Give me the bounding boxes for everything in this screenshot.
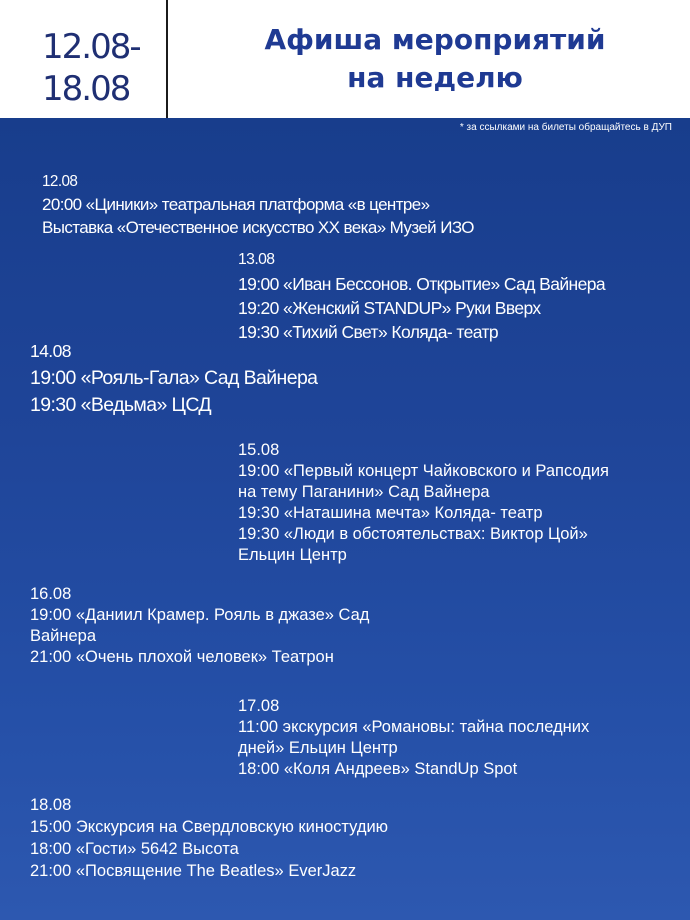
page-title <box>230 21 640 97</box>
event-line: 20:00 «Циники» театральная платформа «в центре» <box>42 195 430 214</box>
event-line: Выставка «Отечественное искусство XX века» Музей ИЗО <box>42 218 474 237</box>
events-poster <box>0 118 690 920</box>
day-date: 17.08 <box>238 697 280 715</box>
day-block-12-08 <box>42 170 474 239</box>
event-line: 19:00 «Даниил Крамер. Рояль в джазе» Сад <box>30 606 370 624</box>
tickets-note: * за ссылками на билеты обращайтесь в ДУП <box>459 122 672 133</box>
header-divider <box>166 0 168 118</box>
day-block-15-08 <box>238 440 609 566</box>
day-block-18-08 <box>30 794 388 882</box>
event-line: 18:00 «Коля Андреев» StandUp Spot <box>238 760 518 778</box>
day-date: 13.08 <box>238 251 275 268</box>
event-line: Вайнера <box>30 627 97 645</box>
day-date: 18.08 <box>30 796 72 814</box>
event-line: 19:30 «Люди в обстоятельствах: Виктор Цой» <box>238 525 588 543</box>
page-title-line-1: Афиша мероприятий <box>264 23 606 56</box>
event-line: 19:00 «Первый концерт Чайковского и Рапсодия <box>238 462 609 480</box>
day-date: 12.08 <box>42 173 78 190</box>
event-line: 19:00 «Рояль-Гала» Сад Вайнера <box>30 367 318 389</box>
event-line: 11:00 экскурсия «Романовы: тайна последних <box>238 718 590 736</box>
day-block-16-08 <box>30 584 369 668</box>
day-date: 16.08 <box>30 585 72 603</box>
week-range <box>42 26 152 110</box>
event-line: Ельцин Центр <box>238 546 347 564</box>
day-block-13-08 <box>238 248 605 344</box>
event-line: на тему Паганини» Сад Вайнера <box>238 483 490 501</box>
day-block-17-08 <box>238 696 589 780</box>
event-line: 19:30 «Наташина мечта» Коляда- театр <box>238 504 543 522</box>
event-line: 19:00 «Иван Бессонов. Открытие» Сад Вайнера <box>238 274 605 294</box>
event-line: 19:30 «Ведьма» ЦСД <box>30 394 212 416</box>
page-title-line-2: на неделю <box>347 61 523 94</box>
event-line: 15:00 Экскурсия на Свердловскую киностудию <box>30 818 389 836</box>
event-line: 21:00 «Посвящение The Beatles» EverJazz <box>30 862 357 880</box>
event-line: 18:00 «Гости» 5642 Высота <box>30 840 239 858</box>
day-block-14-08 <box>30 338 317 419</box>
week-range-start: 12.08- <box>42 27 140 67</box>
event-line: 19:20 «Женский STANDUP» Руки Вверх <box>238 298 541 318</box>
header <box>0 0 690 118</box>
week-range-end: 18.08 <box>42 69 130 109</box>
event-line: 21:00 «Очень плохой человек» Театрон <box>30 648 334 666</box>
event-line: дней» Ельцин Центр <box>238 739 398 757</box>
day-date: 15.08 <box>238 441 280 459</box>
event-line: 19:30 «Тихий Свет» Коляда- театр <box>238 322 499 342</box>
day-date: 14.08 <box>30 341 71 361</box>
